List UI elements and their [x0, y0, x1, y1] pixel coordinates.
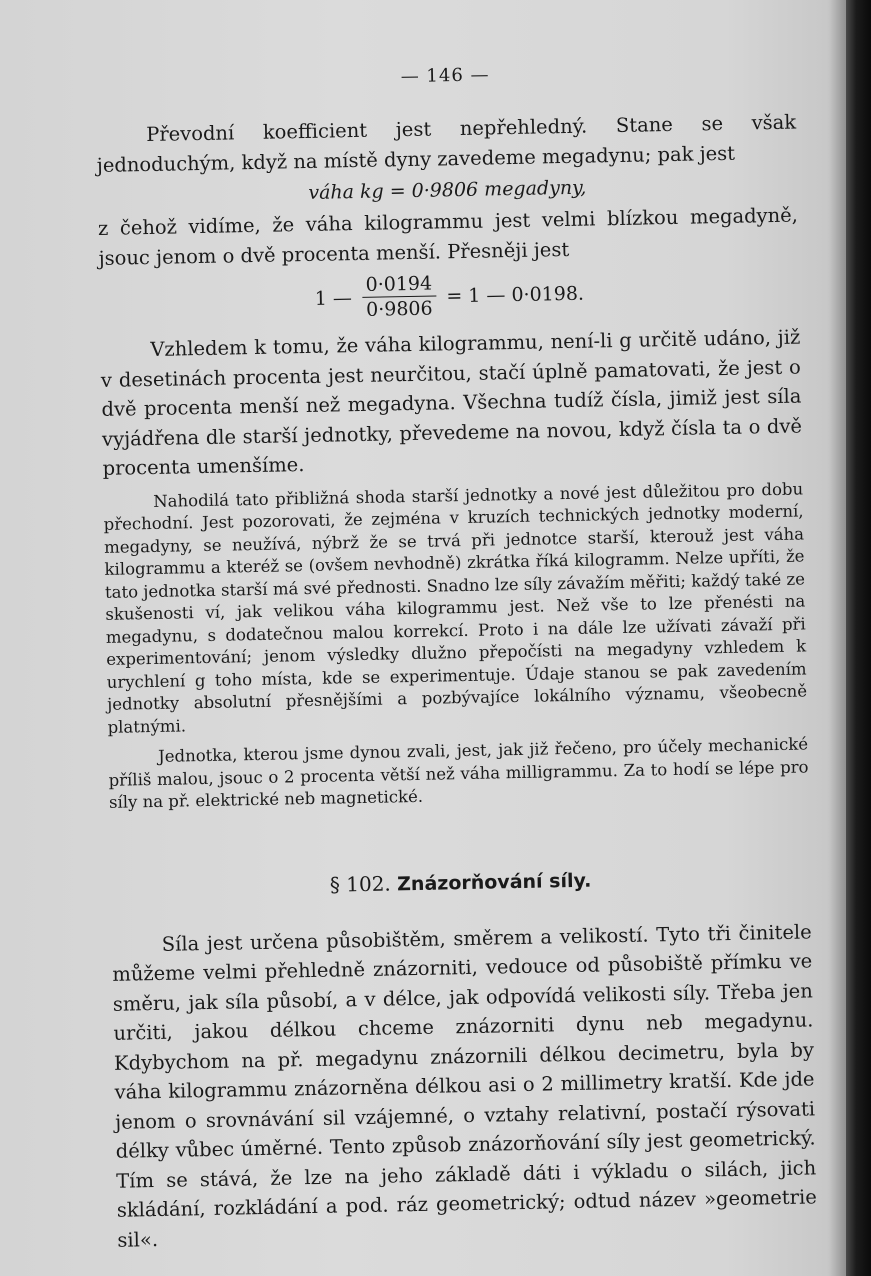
paragraph-dyne-unit: Jednotka, kterou jsme dynou zvali, jest, jak již řečeno, pro účely mechanické příliš malou, jsouc o 2 procenta větší než váha milligrammu. Za to hodí se lépe pro síly na př. elektrické neb magnetické.	[108, 734, 809, 812]
page-content	[95, 59, 818, 1255]
formula-kg-megadyne: váha kg = 0·9806 megadyny,	[308, 176, 587, 204]
fraction-numerator: 0·0194	[361, 272, 436, 297]
section-heading	[110, 863, 810, 900]
fraction-lhs: 1 —	[314, 286, 353, 310]
paragraph-force-representation: Síla jest určena působištěm, směrem a velikostí. Tyto tři činitele můžeme velmi přehledně znázorniti, vedouce od působiště přímku ve směru, jak síla působí, a v délce, jak odpovídá velikosti síly. Třeba jen určiti, jakou délkou chceme znázorniti dynu neb megadynu. Kdybychom na př. megadynu znázornili délkou decimetru, byla by váha kilogrammu znázorněna délkou asi o 2 millimetry kratší. Kde jde jenom o srovnávání sil vzájemné, o vztahy relativní, postačí rýsovati délky vůbec úměrné. Tento způsob znázorňování síly jest geometrický. Tím se stává, že lze na jeho základě dáti i výkladu o silách, jich skládání, rozkládání a pod. ráz geometrický; odtud název »geometrie sil«.	[112, 919, 817, 1252]
paragraph-conversion-coefficient: Převodní koefficient jest nepřehledný. Stane se však jednoduchým, když na místě dyny zavedeme megadynu; pak jest	[96, 110, 797, 177]
section-number: § 102.	[329, 870, 391, 897]
section-title: Znázorňování síly.	[396, 869, 592, 895]
fraction-rhs: = 1 — 0·0198.	[446, 282, 585, 307]
paragraph-kilogram-comparison: z čehož vidíme, že váha kilogrammu jest velmi blízkou megadyně, jsouc jenom o dvě procenta menší. Přesněji jest	[97, 203, 799, 270]
fraction-denominator: 0·9806	[365, 297, 433, 321]
fraction-formula	[99, 266, 800, 326]
page-number: — 146 —	[400, 64, 490, 88]
paragraph-transition-period: Nahodilá tato přibližná shoda starší jednotky a nové jest důležitou pro dobu přechodní. Jest pozorovati, že zejména v kruzích technických jednotky moderní, megadyny, se neužívá, nýbrž že se trvá při jednotce starší, kterouž jest váha kilogrammu a kteréž se (ovšem nevhodně) zkrátka říká kilogramm. Nelze upříti, že tato jednotka starší má své přednosti. Snadno lze síly závažím měřiti; každý také ze skušenosti ví, jak velikou váha kilogrammu jest. Než vše to lze přenésti na megadynu, s dodatečnou malou korrekcí. Proto i na dále lze užívati závaží při experimentování; jenom výsledky dlužno přepočísti na megadyny vzhledem k urychlení g toho místa, kde se experimentuje. Údaje stanou se pak zavedením jednotky absolutní přesnějšími a pozbývajíce lokálního významu, všeobecně platnými.	[103, 478, 808, 737]
fraction	[361, 272, 436, 320]
paragraph-two-percent: Vzhledem k tomu, že váha kilogrammu, není-li g určitě udáno, již v desetinách procenta jest neurčitou, stačí úplně pamatovati, že jest o dvě procenta menší než megadyna. Všechna tudíž čísla, jimiž jest síla vyjádřena dle starší jednotky, převedeme na novou, když čísla ta o dvě procenta umenšíme.	[100, 325, 803, 480]
book-binding-shadow	[846, 0, 871, 1276]
